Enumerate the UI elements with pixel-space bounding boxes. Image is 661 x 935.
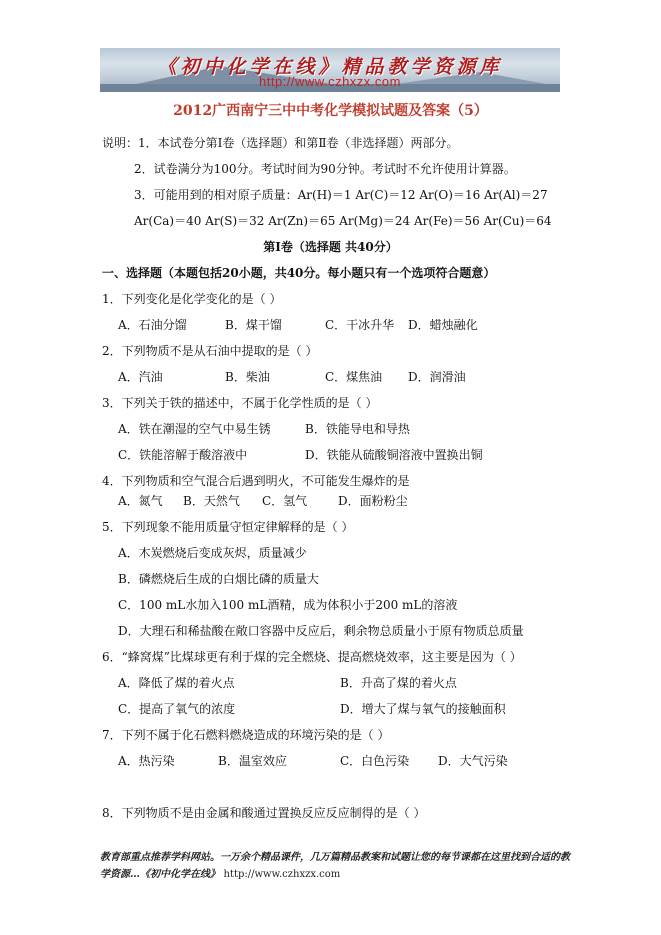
question-4-option-c: C．氢气	[262, 494, 308, 508]
section-heading: 第Ⅰ卷（选择题 共40分）	[263, 240, 398, 254]
instruction-line-2: 2．试卷满分为100分。考试时间为90分钟。考试时不允许使用计算器。	[134, 162, 516, 176]
question-1-option-d: D．蜡烛融化	[408, 318, 478, 332]
question-1-stem: 1．下列变化是化学变化的是（ ）	[102, 292, 282, 306]
question-2-stem: 2．下列物质不是从石油中提取的是（ ）	[102, 344, 318, 358]
banner-logo-text: 《初中化学在线》精品教学资源库	[157, 56, 503, 78]
question-5-stem: 5．下列现象不能用质量守恒定律解释的是（ ）	[102, 520, 354, 534]
question-3-stem: 3．下列关于铁的描述中，不属于化学性质的是（ ）	[102, 396, 378, 410]
question-3-option-b: B．铁能导电和导热	[305, 422, 410, 436]
question-1-option-b: B．煤干馏	[225, 318, 282, 332]
question-1-option-c: C．干冰升华	[325, 318, 395, 332]
banner-url[interactable]: http://www.czhxzx.com	[259, 74, 401, 89]
part-heading: 一、选择题（本题包括20小题，共40分。每小题只有一个选项符合题意）	[102, 266, 496, 280]
footer-text: 教育部重点推荐学科网站。一万余个精品课件，几万篇精品教案和试题让您的每节课都在这里找到合适的教学资源…《初中化学在线》	[100, 852, 570, 880]
question-7-stem: 7．下列不属于化石燃料燃烧造成的环境污染的是（ ）	[102, 728, 390, 742]
question-5-option-b: B．磷燃烧后生成的白烟比磷的质量大	[118, 572, 319, 586]
question-2-option-d: D．润滑油	[408, 370, 466, 384]
question-6-option-c: C．提高了氧气的浓度	[118, 702, 236, 716]
question-2-option-c: C．煤焦油	[325, 370, 383, 384]
instruction-line-3: 3．可能用到的相对原子质量：Ar(H)＝1 Ar(C)＝12 Ar(O)＝16 Ar(Al)＝27	[134, 188, 548, 202]
question-5-option-d: D．大理石和稀盐酸在敞口容器中反应后，剩余物总质量小于原有物质总质量	[118, 624, 524, 638]
question-2-option-a: A．汽油	[118, 370, 163, 384]
question-8-stem: 8．下列物质不是由金属和酸通过置换反应反应制得的是（ ）	[102, 806, 426, 820]
question-6-option-d: D．增大了煤与氧气的接触面积	[340, 702, 506, 716]
question-5-option-c: C．100 mL水加入100 mL酒精，成为体积小于200 mL的溶液	[118, 598, 458, 612]
question-7-option-a: A．热污染	[118, 754, 175, 768]
question-3-option-c: C．铁能溶解于酸溶液中	[118, 448, 248, 462]
question-6-option-a: A．降低了煤的着火点	[118, 676, 235, 690]
question-7-option-d: D．大气污染	[438, 754, 508, 768]
header-banner	[100, 48, 560, 92]
question-7-option-c: C．白色污染	[340, 754, 410, 768]
question-6-stem: 6．“蜂窝煤”比煤球更有利于煤的完全燃烧、提高燃烧效率，这主要是因为（ ）	[102, 650, 522, 664]
question-3-option-a: A．铁在潮湿的空气中易生锈	[118, 422, 271, 436]
question-5-option-a: A．木炭燃烧后变成灰烬，质量减少	[118, 546, 307, 560]
question-3-option-d: D．铁能从硫酸铜溶液中置换出铜	[305, 448, 483, 462]
question-6-option-b: B．升高了煤的着火点	[340, 676, 457, 690]
footer-url[interactable]: http://www.czhxzx.com	[223, 869, 341, 880]
question-4-option-b: B．天然气	[183, 494, 240, 508]
instruction-line-1: 说明：1．本试卷分第Ⅰ卷（选择题）和第Ⅱ卷（非选择题）两部分。	[102, 136, 459, 150]
page-footer	[100, 849, 570, 883]
question-1-option-a: A．石油分馏	[118, 318, 187, 332]
instruction-line-4: Ar(Ca)＝40 Ar(S)＝32 Ar(Zn)＝65 Ar(Mg)＝24 Ar(Fe)＝56 Ar(Cu)＝64	[134, 214, 552, 228]
question-4-option-a: A．氮气	[118, 494, 163, 508]
page-title: 2012广西南宁三中中考化学模拟试题及答案（5）	[173, 103, 488, 119]
question-7-option-b: B．温室效应	[218, 754, 287, 768]
question-4-stem: 4．下列物质和空气混合后遇到明火，不可能发生爆炸的是	[102, 474, 410, 488]
question-4-option-d: D．面粉粉尘	[338, 494, 408, 508]
question-2-option-b: B．柴油	[225, 370, 270, 384]
